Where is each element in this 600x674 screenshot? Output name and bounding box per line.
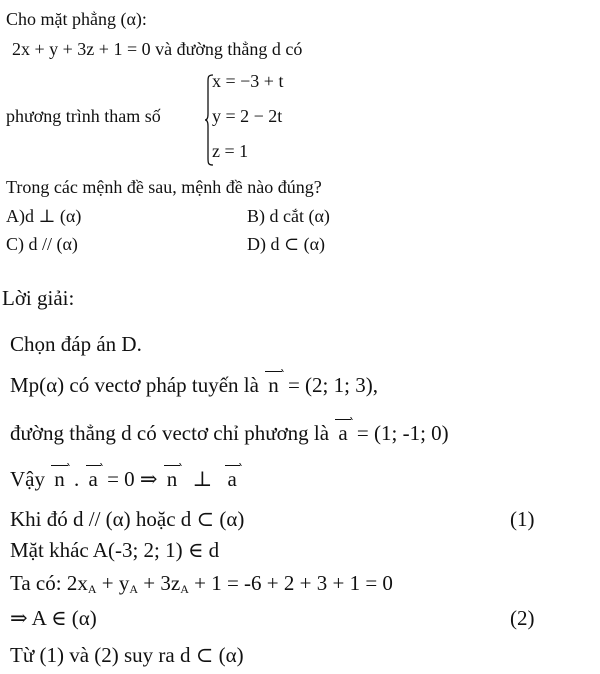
vector-a: a <box>85 469 102 490</box>
substitution-y: + y <box>96 571 130 595</box>
problem-intro: Cho mặt phẳng (α): <box>6 9 147 29</box>
option-d: D) d ⊂ (α) <box>247 234 325 254</box>
system-eq-x: x = −3 + t <box>212 71 284 91</box>
question-text: Trong các mệnh đề sau, mệnh đề nào đúng? <box>6 177 322 197</box>
substitution-z: + 3z <box>138 571 181 595</box>
subscript-a: A <box>180 582 189 596</box>
perpendicular-symbol: ⊥ <box>192 467 213 491</box>
vector-n: n <box>50 469 69 490</box>
vector-a: a <box>224 469 241 490</box>
direction-prefix: đường thẳng d có vectơ chỉ phương là <box>10 421 330 445</box>
dot-operator: . <box>74 467 80 491</box>
system-eq-z: z = 1 <box>212 141 249 161</box>
implies-line: ⇒ A ∈ (α) <box>10 606 97 630</box>
equation-tag-1: (1) <box>510 507 535 531</box>
direction-value: = (1; -1; 0) <box>356 421 449 445</box>
vector-n: n <box>264 375 283 396</box>
direction-vector-line <box>10 423 449 444</box>
option-c: C) d // (α) <box>6 234 78 254</box>
plane-equation: 2x + y + 3z + 1 = 0 và đường thẳng d có <box>12 39 303 59</box>
dot-prefix: Vậy <box>10 467 45 491</box>
substitution-result: + 1 = -6 + 2 + 3 + 1 = 0 <box>188 571 393 595</box>
vector-n: n <box>163 469 182 490</box>
mat-khac-line: Mặt khác A(-3; 2; 1) ∈ d <box>10 538 220 562</box>
subscript-a: A <box>87 582 97 596</box>
conclusion-line: Từ (1) và (2) suy ra d ⊂ (α) <box>10 643 244 667</box>
normal-prefix: Mp(α) có vectơ pháp tuyến là <box>10 373 259 397</box>
substitution-prefix: Ta có: 2x <box>10 571 88 595</box>
equation-tag-2: (2) <box>510 606 535 630</box>
substitution-line <box>10 573 393 595</box>
normal-value: = (2; 1; 3), <box>287 373 378 397</box>
dot-result: = 0 ⇒ <box>107 467 158 491</box>
vector-a: a <box>334 423 351 444</box>
parametric-label: phương trình tham số <box>6 106 161 126</box>
system-eq-y: y = 2 − 2t <box>212 106 283 126</box>
solution-heading: Lời giải: <box>2 286 75 310</box>
normal-vector-line <box>10 375 378 396</box>
dot-product-line <box>10 469 241 490</box>
option-b: B) d cắt (α) <box>247 206 330 226</box>
option-a: A)d ⊥ (α) <box>6 206 82 226</box>
subscript-a: A <box>129 582 139 596</box>
chosen-answer: Chọn đáp án D. <box>10 332 142 356</box>
khi-do-line: Khi đó d // (α) hoặc d ⊂ (α) <box>10 507 245 531</box>
